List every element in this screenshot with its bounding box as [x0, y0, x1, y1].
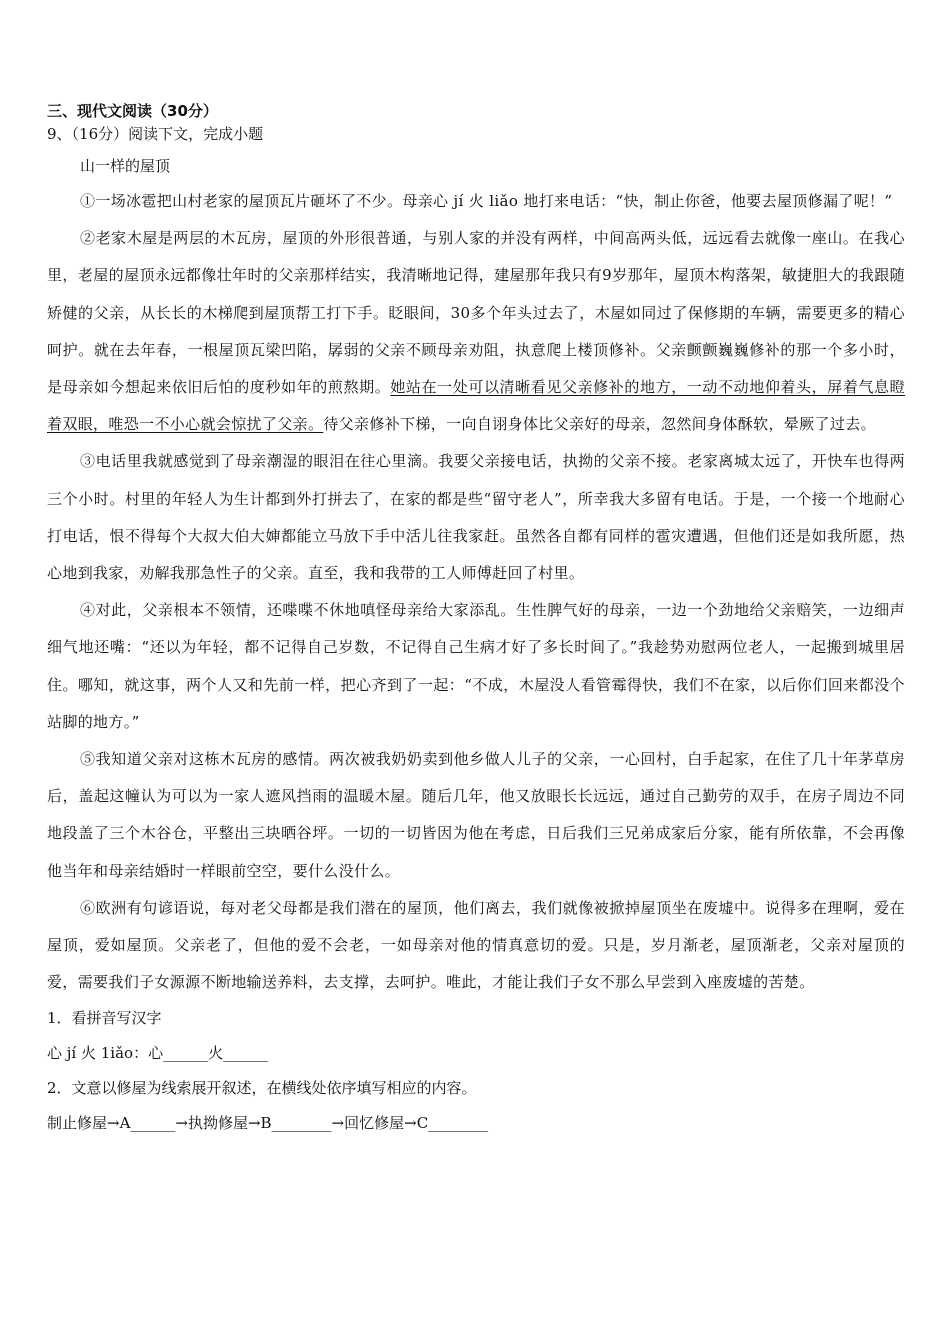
paragraph-4: ④对此，父亲根本不领情，还喋喋不休地嗔怪母亲给大家添乱。生性脾气好的母亲，一边一个劲地给父亲赔笑，一边细声细气地还嘴：“还以为年轻，都不记得自己岁数，不记得自己生病才好了多长时间了。”我趁势劝慰两位老人，一起搬到城里居住。哪知，就这事，两个人又和先前一样，把心齐到了一起：“不成，木屋没人看管霉得快，我们不在家，以后你们回来都没个站脚的地方。” [47, 601, 905, 731]
section-title: 三、现代文阅读（30分） [47, 102, 218, 120]
paragraph-5: ⑤我知道父亲对这栋木瓦房的感情。两次被我奶奶卖到他乡做人儿子的父亲，一心回村，白手起家，在住了几十年茅草房后，盖起这幢认为可以为一家人遮风挡雨的温暖木屋。随后几年，他又放眼长长远远，通过自己勤劳的双手，在房子周边不同地段盖了三个木谷仓，平整出三块晒谷坪。一切的一切皆因为他在考虑，日后我们三兄弟成家后分家，能有所依靠，不会再像他当年和母亲结婚时一样眼前空空，要什么没什么。 [47, 750, 905, 880]
paragraph-2-text-b: 待父亲修补下梯，一向自诩身体比父亲好的母亲，忽然间身体酥软，晕厥了过去。 [323, 415, 876, 434]
paragraph-2 [47, 220, 905, 443]
subquestion-1-label: 1．看拼音写汉字 [47, 1009, 162, 1028]
article-title: 山一样的屋顶 [80, 157, 171, 175]
paragraph-3: ③电话里我就感觉到了母亲潮湿的眼泪在往心里滴。我要父亲接电话，执拗的父亲不接。老家离城太远了，开快车也得两三个小时。村里的年轻人为生计都到外打拼去了，在家的都是些“留守老人”，所幸我大多留有电话。于是，一个接一个地耐心打电话，恨不得每个大叔大伯大婶都能立马放下手中活儿往我家赶。虽然各自都有同样的雹灾遭遇，但他们还是如我所愿，热心地到我家，劝解我那急性子的父亲。直至，我和我带的工人师傅赶回了村里。 [47, 452, 905, 583]
paragraph-2-text-a: ②老家木屋是两层的木瓦房，屋顶的外形很普通，与别人家的并没有两样，中间高两头低，远远看去就像一座山。在我心里，老屋的屋顶永远都像壮年时的父亲那样结实，我清晰地记得，建屋那年我只有9岁那年，屋顶木构落架，敏捷胆大的我跟随矫健的父亲，从长长的木梯爬到屋顶帮工打下手。眨眼间，30多个年头过去了，木屋如同过了保修期的车辆，需要更多的精心呵护。就在去年春，一根屋顶瓦梁凹陷，孱弱的父亲不顾母亲劝阻，执意爬上楼顶修补。父亲颤颤巍巍修补的那一个多小时，是母亲如今想起来依旧后怕的度秒如年的煎熬期。 [47, 229, 905, 397]
paragraph-6: ⑥欧洲有句谚语说，每对老父母都是我们潜在的屋顶，他们离去，我们就像被掀掉屋顶坐在废墟中。说得多在理啊，爱在屋顶，爱如屋顶。父亲老了，但他的爱不会老，一如母亲对他的情真意切的爱。只是，岁月渐老，屋顶渐老，父亲对屋顶的爱，需要我们子女源源不断地输送养料，去支撑，去呵护。唯此，才能让我们子女不那么早尝到入座废墟的苦楚。 [47, 898, 905, 992]
subquestion-2-text: 制止修屋→A______→执拗修屋→B________→回忆修屋→C________ [47, 1114, 489, 1133]
subquestion-1-text: 心 jí 火 1iǎo：心______火______ [47, 1044, 269, 1063]
question-header: 9、（16分）阅读下文，完成小题 [47, 125, 264, 143]
paragraph-2-underlined-sentence: 她站在一处可以清晰看见父亲修补的地方，一动不动地仰着头，屏着气息瞪着双眼，唯恐一不小心就会惊扰了父亲。 [47, 378, 906, 434]
subquestion-2-label: 2．文意以修屋为线索展开叙述，在横线处依序填写相应的内容。 [47, 1079, 477, 1098]
paragraph-1: ①一场冰雹把山村老家的屋顶瓦片砸坏了不少。母亲心 jí 火 liǎo 地打来电话：“快，制止你爸，他要去屋顶修漏了呢！” [80, 192, 893, 210]
document-page [47, 100, 905, 1141]
